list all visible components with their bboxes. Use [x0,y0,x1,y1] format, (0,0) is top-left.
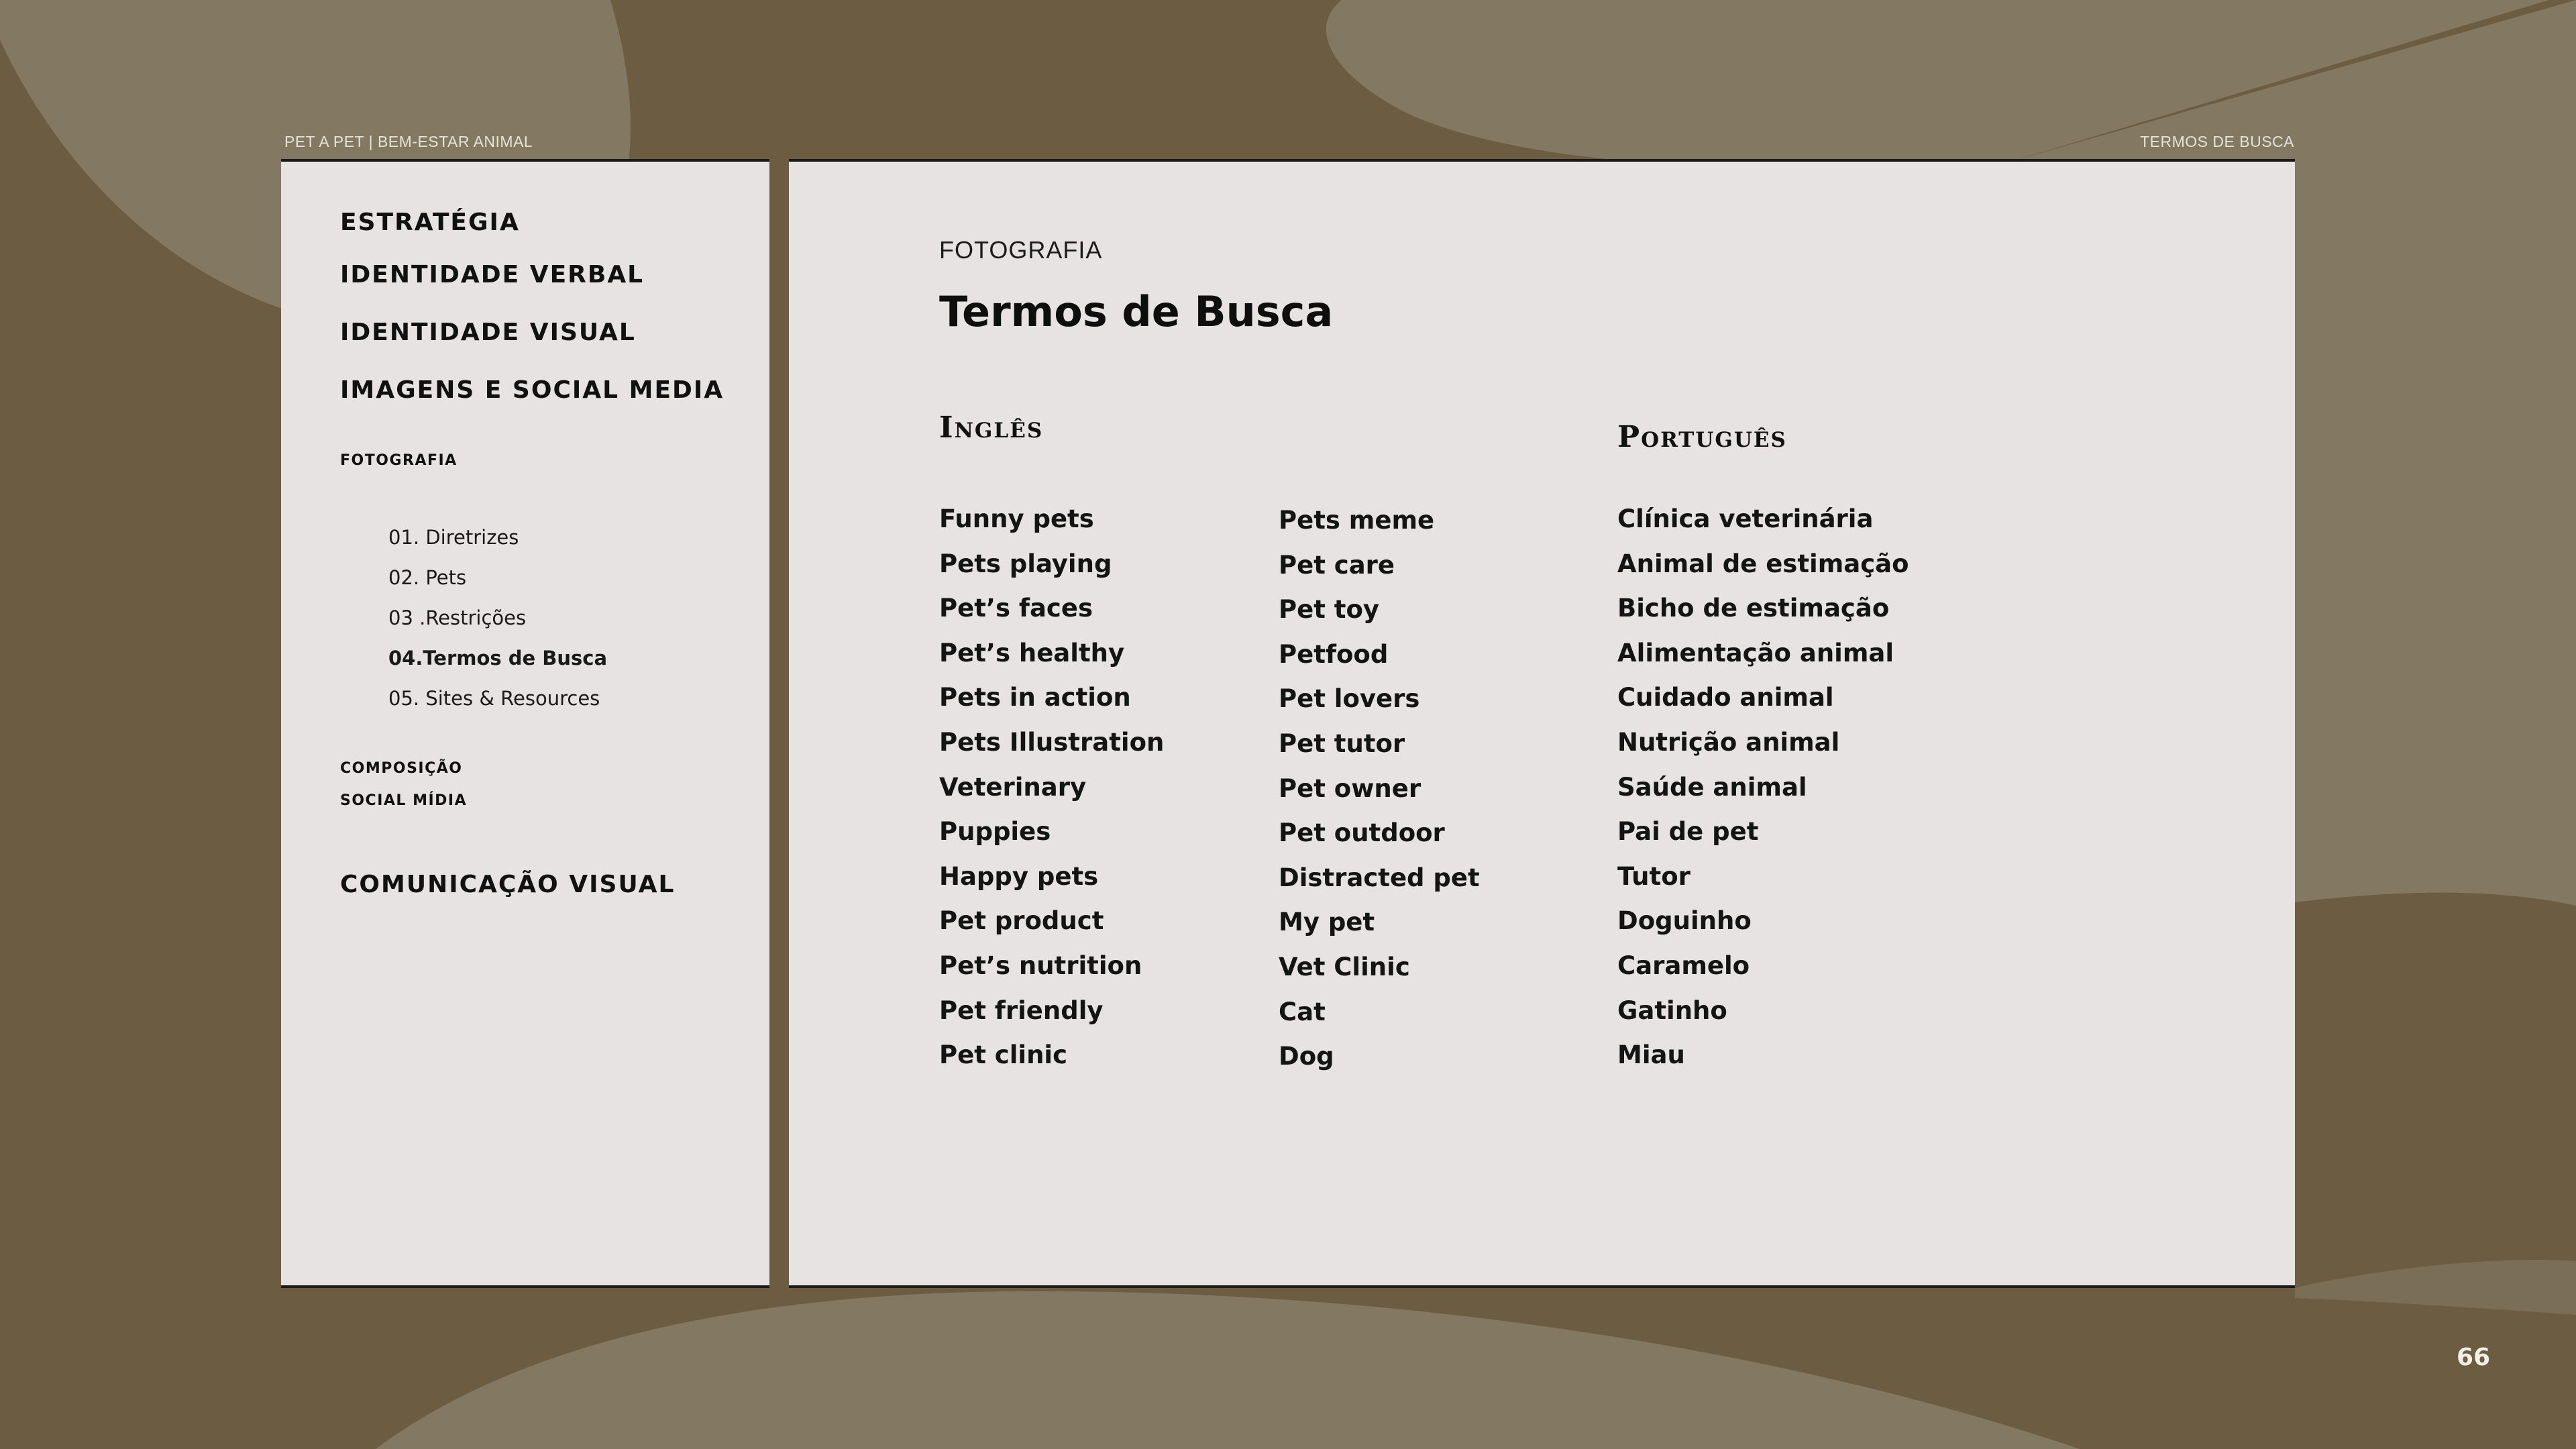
sidebar-item-identidade-verbal[interactable]: IDENTIDADE VERBAL [340,261,645,288]
english-term-alt: Cat [1279,998,1326,1026]
portuguese-term: Pai de pet [1617,817,1759,846]
english-term: Pets Illustration [939,728,1165,757]
english-term-alt: Pet outdoor [1279,818,1445,847]
portuguese-term: Nutrição animal [1617,728,1840,757]
portuguese-term: Alimentação animal [1617,639,1894,667]
portuguese-term: Doguinho [1617,906,1752,935]
portuguese-term: Tutor [1617,862,1690,891]
english-term-alt: Pet owner [1279,774,1421,803]
english-term: Pet’s nutrition [939,951,1142,980]
sidebar-item-fotografia[interactable]: FOTOGRAFIA [340,452,458,469]
portuguese-term: Cuidado animal [1617,683,1834,712]
sidebar-item-composicao[interactable]: COMPOSIÇÃO [340,760,463,777]
english-term-alt: Pet care [1279,551,1395,580]
english-term-alt: Pet lovers [1279,684,1420,713]
english-term: Pets in action [939,683,1131,712]
section-label: FOTOGRAFIA [939,236,1103,264]
portuguese-heading: Português [1617,420,1787,454]
portuguese-term: Bicho de estimação [1617,594,1890,623]
english-term-alt: Petfood [1279,640,1389,669]
portuguese-term: Clínica veterinária [1617,504,1874,533]
header-brand-label: PET A PET | BEM-ESTAR ANIMAL [284,133,533,150]
english-term-alt: Pets meme [1279,506,1435,535]
english-term-alt: My pet [1279,908,1375,936]
english-term: Pet’s healthy [939,639,1125,667]
english-term-alt: Dog [1279,1042,1334,1071]
english-term: Pets playing [939,549,1112,578]
page-number: 66 [2457,1344,2491,1371]
sidebar-subitem-restricoes[interactable]: 03 .Restrições [388,606,527,629]
english-term: Puppies [939,817,1051,846]
sidebar-subitem-sites-resources[interactable]: 05. Sites & Resources [388,687,600,710]
english-term: Happy pets [939,862,1099,891]
english-heading: Inglês [939,411,1044,445]
portuguese-term: Gatinho [1617,996,1727,1025]
english-term: Funny pets [939,504,1094,533]
portuguese-term: Saúde animal [1617,773,1807,802]
sidebar-subitem-termos-de-busca[interactable]: 04.Termos de Busca [388,647,608,669]
sidebar-item-comunicacao-visual[interactable]: COMUNICAÇÃO VISUAL [340,871,676,898]
sidebar-subitem-diretrizes[interactable]: 01. Diretrizes [388,526,519,549]
english-term-alt: Vet Clinic [1279,953,1410,981]
page-title: Termos de Busca [939,287,1334,336]
english-term: Pet product [939,906,1104,935]
portuguese-term: Miau [1617,1040,1685,1069]
sidebar-item-imagens-social-media[interactable]: IMAGENS E SOCIAL MEDIA [340,376,724,404]
english-term-alt: Pet tutor [1279,729,1405,758]
sidebar-item-estrategia[interactable]: ESTRATÉGIA [340,209,520,236]
sidebar-item-social-midia[interactable]: SOCIAL MÍDIA [340,792,468,809]
english-term: Veterinary [939,773,1087,802]
sidebar-subitem-pets[interactable]: 02. Pets [388,566,467,589]
header-section-label: TERMOS DE BUSCA [2140,133,2294,150]
portuguese-term: Animal de estimação [1617,549,1909,578]
english-term: Pet’s faces [939,594,1093,623]
english-term-alt: Distracted pet [1279,863,1480,892]
english-term: Pet friendly [939,996,1104,1025]
sidebar-item-identidade-visual[interactable]: IDENTIDADE VISUAL [340,319,636,346]
english-term: Pet clinic [939,1040,1068,1069]
portuguese-term: Caramelo [1617,951,1750,980]
english-term-alt: Pet toy [1279,595,1380,624]
